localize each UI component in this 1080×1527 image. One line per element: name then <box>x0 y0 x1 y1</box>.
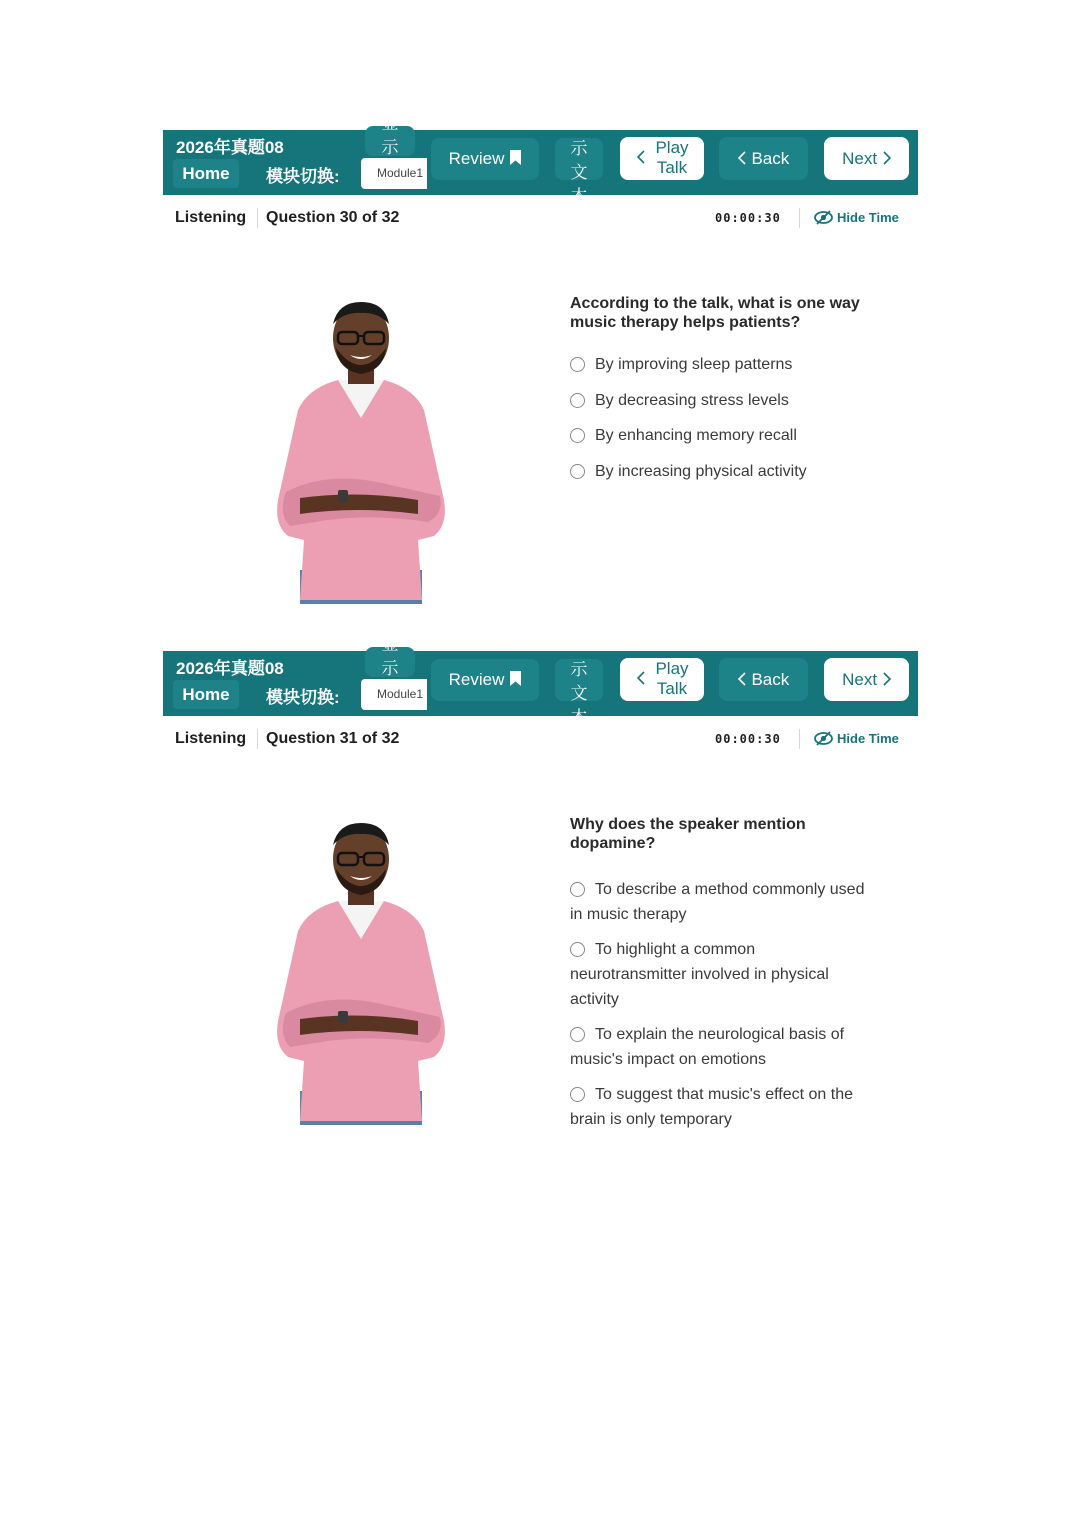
radio-button[interactable] <box>570 942 585 957</box>
answer-option[interactable] <box>570 352 880 388</box>
radio-button[interactable] <box>570 428 585 443</box>
answer-option-text: By enhancing memory recall <box>595 427 797 444</box>
module-switch-label: 模块切换: <box>266 167 340 186</box>
answer-options <box>570 352 880 494</box>
show-text-button[interactable] <box>555 138 603 206</box>
chevron-left-icon <box>637 149 645 169</box>
answer-option-text: By increasing physical activity <box>595 462 807 480</box>
home-button[interactable]: Home <box>173 680 239 709</box>
hide-time-button[interactable] <box>814 731 899 746</box>
exam-title: 2026年真题08 <box>176 138 284 157</box>
answer-option[interactable] <box>570 423 880 459</box>
back-button[interactable] <box>719 137 808 180</box>
show-original-char: 显 <box>381 635 399 654</box>
top-toolbar <box>163 635 918 727</box>
question-panel-30 <box>0 114 1080 630</box>
question-text: Why does the speaker mention dopamine? <box>570 816 806 852</box>
show-text-char: 示 <box>570 139 588 158</box>
show-original-button[interactable] <box>365 635 415 678</box>
divider <box>257 729 258 749</box>
answer-option-text: By improving sleep patterns <box>595 356 793 373</box>
show-text-char: 文 <box>570 684 588 703</box>
module-switch-label: 模块切换: <box>266 688 340 707</box>
answer-option-text: To highlight a common neurotransmitter involved in physical activity <box>570 941 829 1008</box>
next-button[interactable] <box>824 137 909 180</box>
play-talk-line1: Play <box>655 138 689 157</box>
show-original-button[interactable] <box>365 114 415 157</box>
chevron-left-icon <box>738 138 747 181</box>
divider <box>257 208 258 228</box>
play-talk-line2: Talk <box>656 679 688 698</box>
chevron-left-icon <box>738 659 747 702</box>
chevron-left-icon <box>637 670 645 690</box>
show-text-button[interactable] <box>555 659 603 727</box>
radio-button[interactable] <box>570 882 585 897</box>
module-select[interactable]: Module1 <box>361 158 427 189</box>
show-text-char: 本 <box>570 708 588 727</box>
eye-slash-icon <box>814 210 833 225</box>
answer-options <box>570 877 870 1142</box>
hide-time-label: Hide Time <box>837 731 899 746</box>
answer-option-text: To suggest that music's effect on the brain is only temporary <box>570 1086 854 1128</box>
radio-button[interactable] <box>570 1027 585 1042</box>
answer-option-text: To describe a method commonly used in music therapy <box>570 881 865 923</box>
divider <box>799 208 800 228</box>
question-counter: Question 30 of 32 <box>266 209 400 226</box>
review-label: Review <box>448 149 505 168</box>
play-talk-line2: Talk <box>656 158 688 177</box>
section-name: Listening <box>175 209 247 226</box>
question-text: According to the talk, what is one way music therapy helps patients? <box>570 295 860 331</box>
back-label: Back <box>751 670 790 689</box>
review-label: Review <box>448 670 505 689</box>
radio-button[interactable] <box>570 1087 585 1102</box>
play-talk-line1: Play <box>655 659 689 678</box>
chevron-right-icon <box>882 659 891 702</box>
hide-time-label: Hide Time <box>837 210 899 225</box>
show-original-char: 示 <box>381 138 399 157</box>
eye-slash-icon <box>814 731 833 746</box>
answer-option[interactable] <box>570 877 870 927</box>
back-button[interactable] <box>719 658 808 701</box>
hide-time-button[interactable] <box>814 210 899 225</box>
home-button[interactable]: Home <box>173 159 239 188</box>
radio-button[interactable] <box>570 357 585 372</box>
next-label: Next <box>842 670 878 689</box>
timer: 00:00:30 <box>715 732 781 746</box>
back-label: Back <box>751 149 790 168</box>
answer-option-text: To explain the neurological basis of music's impact on emotions <box>570 1026 845 1068</box>
question-panel-31 <box>0 635 1080 1151</box>
speaker-photo <box>268 300 454 604</box>
answer-option-text: By decreasing stress levels <box>595 391 789 409</box>
play-talk-button[interactable] <box>620 658 704 701</box>
chevron-right-icon <box>882 138 891 181</box>
bookmark-icon <box>510 660 521 702</box>
module-select[interactable]: Module1 <box>361 679 427 710</box>
status-row <box>175 206 910 230</box>
show-original-char: 示 <box>381 659 399 678</box>
status-row <box>175 727 910 751</box>
top-toolbar <box>163 114 918 206</box>
radio-button[interactable] <box>570 393 585 408</box>
next-button[interactable] <box>824 658 909 701</box>
play-talk-button[interactable] <box>620 137 704 180</box>
show-text-char: 文 <box>570 163 588 182</box>
section-name: Listening <box>175 730 247 747</box>
review-button[interactable] <box>431 659 539 701</box>
radio-button[interactable] <box>570 464 585 479</box>
answer-option[interactable] <box>570 1022 870 1072</box>
show-original-char: 显 <box>381 114 399 133</box>
question-counter: Question 31 of 32 <box>266 730 400 747</box>
show-text-char: 示 <box>570 660 588 679</box>
next-label: Next <box>842 149 878 168</box>
timer: 00:00:30 <box>715 211 781 225</box>
show-text-char: 本 <box>570 187 588 206</box>
divider <box>799 729 800 749</box>
answer-option[interactable] <box>570 937 870 1012</box>
answer-option[interactable] <box>570 459 880 495</box>
answer-option[interactable] <box>570 388 880 424</box>
bookmark-icon <box>510 139 521 181</box>
speaker-photo <box>268 821 454 1125</box>
exam-title: 2026年真题08 <box>176 659 284 678</box>
answer-option[interactable] <box>570 1082 870 1132</box>
review-button[interactable] <box>431 138 539 180</box>
